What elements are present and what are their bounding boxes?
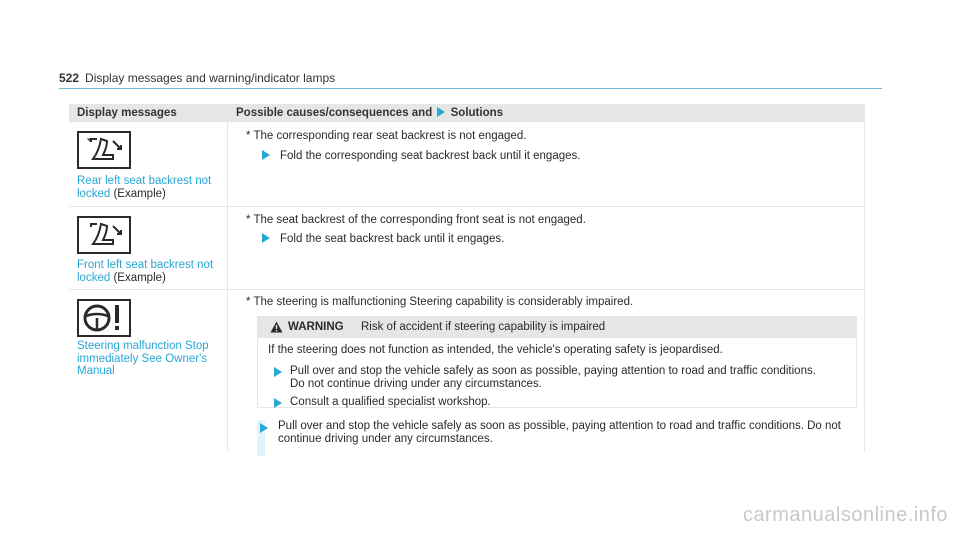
column-header-solutions-text: Solutions bbox=[450, 107, 504, 119]
display-messages-table bbox=[69, 104, 865, 452]
warning-text: Risk of accident if steering capability is impaired bbox=[361, 321, 606, 333]
warning-solution-text: Consult a qualified specialist workshop. bbox=[290, 396, 491, 408]
column-border bbox=[864, 207, 865, 289]
display-message-text bbox=[77, 259, 225, 284]
arrow-right-icon bbox=[262, 150, 270, 160]
display-message-cell bbox=[69, 207, 228, 289]
solution-line: Pull over and stop the vehicle safely as soon as possible, paying attention to road and traffic conditions. Do not bbox=[278, 420, 841, 432]
table-row bbox=[69, 122, 865, 207]
solution-line: continue driving under any circumstances. bbox=[278, 433, 493, 445]
solution-item bbox=[260, 233, 504, 245]
message-label: Front left seat backrest not locked bbox=[77, 259, 214, 284]
column-header-causes bbox=[236, 107, 503, 119]
warning-triangle-icon bbox=[270, 321, 283, 333]
table-row bbox=[69, 290, 865, 452]
warning-solution-text: Pull over and stop the vehicle safely as soon as possible, paying attention to road and traffic conditions. bbox=[290, 365, 816, 377]
example-label: (Example) bbox=[113, 187, 166, 200]
column-header-display-messages: Display messages bbox=[77, 107, 177, 119]
arrow-right-icon bbox=[274, 367, 282, 377]
warning-header bbox=[258, 317, 856, 338]
arrow-right-icon bbox=[274, 398, 282, 408]
rear-seat-backrest-icon bbox=[77, 131, 131, 169]
solution-text: Fold the seat backrest back until it engages. bbox=[280, 233, 505, 245]
arrow-right-icon bbox=[262, 233, 270, 243]
table-header bbox=[69, 104, 865, 122]
arrow-right-icon bbox=[437, 107, 445, 117]
table-row bbox=[69, 207, 865, 290]
front-seat-backrest-icon bbox=[77, 216, 131, 254]
cause-text: * The steering is malfunctioning Steering capability is considerably impaired. bbox=[246, 296, 634, 308]
cause-text: * The corresponding rear seat backrest is not engaged. bbox=[246, 130, 527, 142]
display-message-cell bbox=[69, 290, 228, 452]
watermark: carmanualsonline.info bbox=[742, 504, 948, 526]
cause-text: * The seat backrest of the corresponding front seat is not engaged. bbox=[246, 214, 586, 226]
solution-item bbox=[257, 420, 857, 456]
display-message-text: Steering malfunction Stop immediately See Owner's Manual bbox=[77, 340, 209, 377]
solution-text: Fold the corresponding seat backrest back until it engages. bbox=[280, 150, 581, 162]
warning-title: WARNING bbox=[288, 321, 344, 333]
column-header-causes-text: Possible causes/consequences and bbox=[236, 107, 433, 119]
steering-malfunction-icon bbox=[77, 299, 131, 337]
arrow-right-icon bbox=[260, 423, 268, 433]
warning-box bbox=[257, 316, 857, 408]
solution-text bbox=[278, 420, 841, 446]
page-number: 522 bbox=[59, 71, 80, 85]
warning-solution-text: Do not continue driving under any circumstances. bbox=[290, 378, 542, 390]
page-header bbox=[59, 71, 335, 85]
display-message-cell bbox=[69, 122, 228, 206]
header-divider bbox=[59, 88, 882, 89]
warning-body: If the steering does not function as intended, the vehicle's operating safety is jeopardised. bbox=[268, 344, 723, 356]
column-border bbox=[864, 122, 865, 206]
message-label: Rear left seat backrest not locked bbox=[77, 175, 212, 200]
column-border bbox=[864, 290, 865, 452]
display-message-text bbox=[77, 175, 225, 200]
solution-item bbox=[260, 150, 580, 162]
example-label: (Example) bbox=[113, 271, 166, 284]
page-title: Display messages and warning/indicator lamps bbox=[85, 71, 336, 85]
